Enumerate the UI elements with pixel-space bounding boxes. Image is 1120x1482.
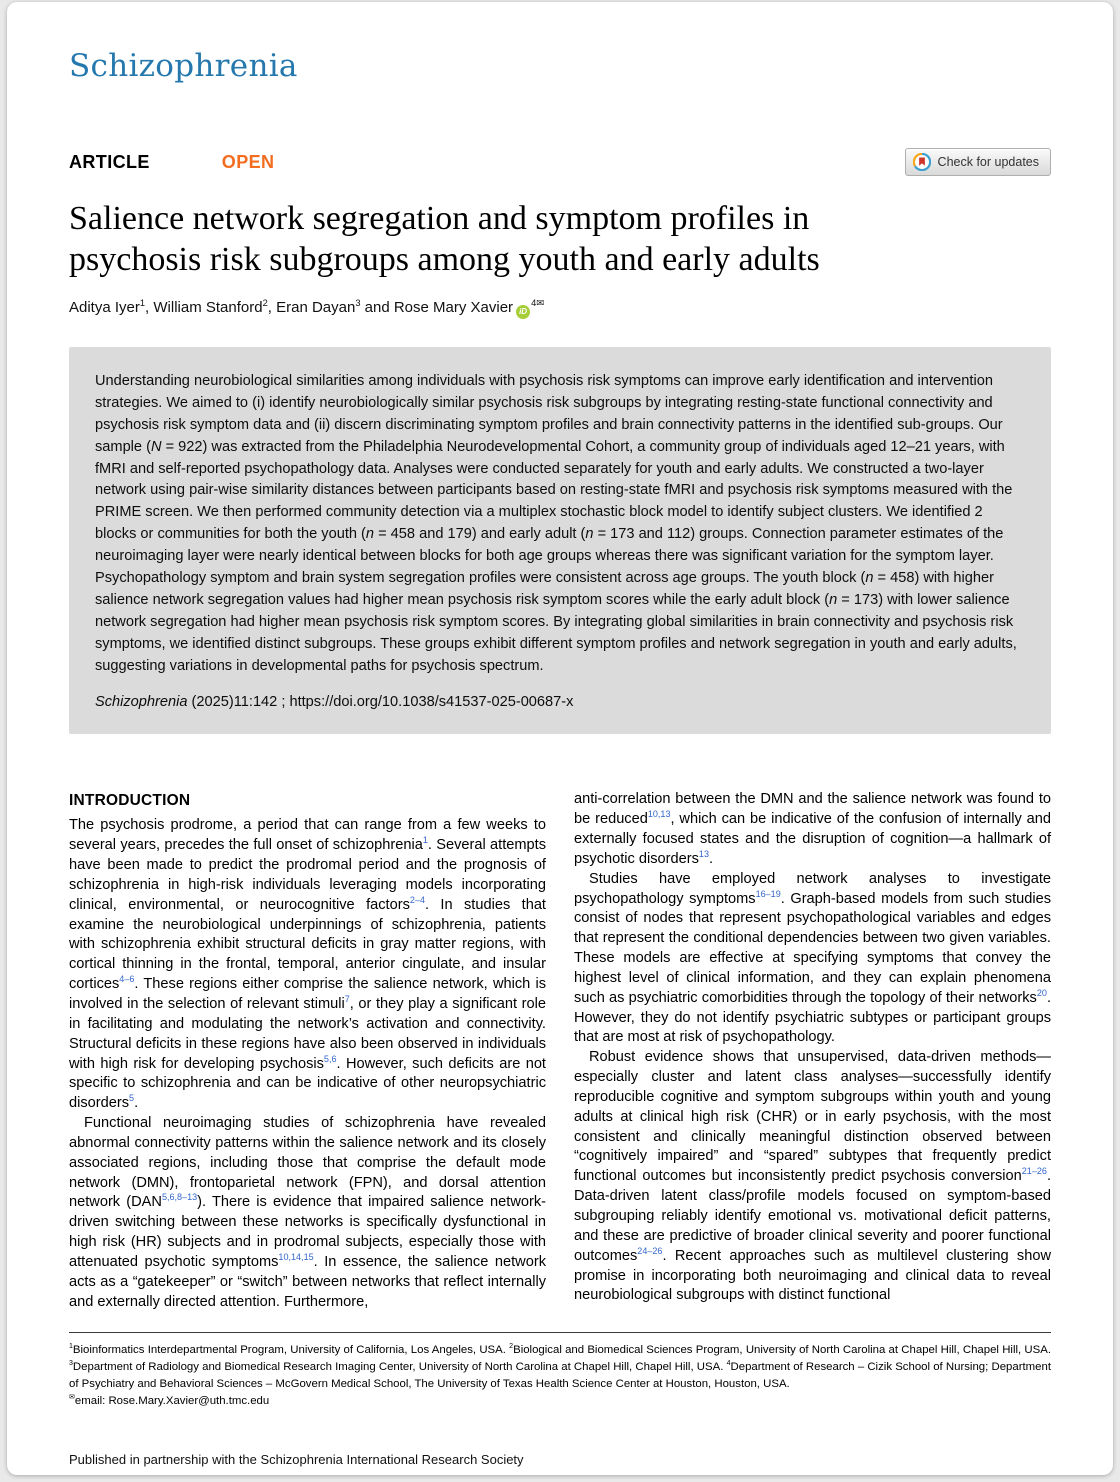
authors-line [69, 299, 1051, 319]
introduction-section [69, 790, 1051, 1312]
open-access-label: OPEN [221, 151, 275, 172]
footnotes [69, 1332, 1051, 1409]
partnership-footer: Published in partnership with the Schizophrenia International Research Society [69, 1451, 524, 1467]
intro-paragraph: anti-correlation between the DMN and the salience network was found to be reduced$^{10,13}$, which can be indicative of the confusion of internally and externally focused states and the disruption of cognition—a hallmark of psychotic disorders$^{13}$. [574, 791, 1051, 867]
author-names: Aditya Iyer$^1$, William Stanford$^2$, Eran Dayan$^3$ and Rose Mary Xavier [69, 297, 514, 316]
journal-logo: Schizophrenia [69, 48, 298, 84]
left-column [69, 790, 546, 1312]
intro-paragraph: Studies have employed network analyses to investigate psychopathology symptoms$^{16-19}$. Graph-based models from such studies consist of nodes that represent psychopathological variables and edges that represent the conditional dependencies between two given variables. These models are effective at specifying symptoms that convey the highest level of clinical information, and they can explain phenomena such as psychiatric comorbidities through the topology of their networks$^{20}$. However, they do not identify psychiatric subtypes or participant groups that are most at risk of psychopathology. [574, 870, 1052, 1046]
corresponding-email[interactable]: ✉email: Rose.Mary.Xavier@uth.tmc.edu [69, 1394, 270, 1408]
intro-paragraph: Functional neuroimaging studies of schizophrenia have revealed abnormal connectivity patterns within the salience network and its closely associated regions, including those that comprise the default mode network (DMN), frontoparietal network (FPN), and dorsal attention network (DAN$^{5,6,8-13}$). There is evidence that impaired salience network-driven switching between these networks is specifically dysfunctional in high risk (HR) subjects and in prodromal subjects, especially those with attenuated psychotic symptoms$^{10,14,15}$. In essence, the salience network acts as a “gatekeeper” or “switch” between networks that reflect internally and externally directed attention. Furthermore, [69, 1115, 546, 1310]
paper-title-line2: psychosis risk subgroups among youth and early adults [69, 241, 820, 279]
check-for-updates-label: Check for updates [937, 155, 1039, 169]
check-for-updates-button[interactable] [905, 148, 1051, 176]
affiliations-text: $^1$Bioinformatics Interdepartmental Program, University of California, Los Angeles, USA. $^2$Biological and Biomedical Sciences Program, University of North Carolina at Chapel Hill, Chapel Hill, USA. $^3$Department of Radiology and Biomedical Research Imaging Center, University of North Carolina at Chapel Hill, Chapel Hill, USA. $^4$Department of Research – Cizik School of Nursing; Department of Psychiatry and Behavioral Sciences – McGovern Medical School, The University of Texas Health Science Center at Houston, Houston, USA. [69, 1343, 1051, 1390]
introduction-heading: INTRODUCTION [69, 792, 191, 810]
paper-title [69, 198, 1051, 281]
crossmark-icon [913, 153, 931, 171]
orcid-icon[interactable]: iD [516, 305, 530, 319]
corresponding-author-marker: 4✉ [531, 297, 545, 308]
abstract-box [69, 347, 1051, 734]
article-page [7, 2, 1113, 1475]
paper-title-line1: Salience network segregation and symptom profiles in [69, 200, 810, 237]
article-type-row [69, 148, 1051, 176]
abstract-text: Understanding neurobiological similarities among individuals with psychosis risk symptoms can improve early identification and intervention strategies. We aimed to (i) identify neurobiologically similar psychosis risk subgroups by integrating resting-state functional connectivity and psychosis risk symptom data and (ii) discern discriminating symptom profiles and brain connectivity patterns in the identified sub-groups. Our sample (N = 922) was extracted from the Philadelphia Neurodevelopmental Cohort, a community group of individuals aged 12–21 years, with fMRI and self-reported psychopathology data. Analyses were conducted separately for youth and early adults. We constructed a two-layer network using pair-wise similarity distances between participants based on resting-state fMRI and psychosis risk symptoms measured with the PRIME screen. We then performed community detection via a multiplex stochastic block model to identify subject clusters. We identified 2 blocks or communities for both the youth (n = 458 and 179) and early adult (n = 173 and 112) groups. Connection parameter estimates of the neuroimaging layer were nearly identical between blocks for both age groups whereas there was significant variation for the symptom layer. Psychopathology symptom and brain system segregation profiles were consistent across age groups. The youth block (n = 458) with higher salience network segregation values had higher mean psychosis risk symptom scores while the early adult block (n = 173) with lower salience network segregation had higher mean psychosis risk symptom scores. By integrating global similarities in brain connectivity and psychosis risk symptoms, we identified distinct subgroups. These groups exhibit different symptom profiles and network segregation in youth and early adults, suggesting variations in developmental paths for psychosis spectrum. [95, 372, 1017, 674]
intro-paragraph: Robust evidence shows that unsupervised, data-driven methods—especially cluster and latent class analyses—successfully identify reproducible cognitive and symptom subgroups within youth and young adults at clinical high risk (CHR) or in early psychosis, with the most consistent and clinically meaningful distinction observed between “cognitively impaired” and “spared” subtypes that frequently predict functional outcomes but inconsistently predict psychosis conversion$^{21-26}$. Data-driven latent class/profile models focused on symptom-based subgrouping reliably identify emotional vs. motivational deficit patterns, and these are predictive of broader clinical severity and poorer functional outcomes$^{24-26}$. Recent approaches such as multilevel clustering show promise in incorporating both neuroimaging and clinical data to reveal neurobiological subgroups with distinct functional [574, 1049, 1051, 1304]
intro-paragraph: The psychosis prodrome, a period that can range from a few weeks to several years, precedes the full onset of schizophrenia$^1$. Several attempts have been made to predict the prodromal period and the prognosis of schizophrenia in high-risk individuals leveraging models incorporating clinical, environmental, or neurocognitive factors$^{2-4}$. In studies that examine the neurobiological underpinnings of schizophrenia, patients with schizophrenia exhibit structural deficits in gray matter regions, with cortical thinning in the frontal, temporal, anterior cingulate, and insular cortices$^{4-6}$. These regions either comprise the salience network, which is involved in the selection of relevant stimuli$^7$, or they play a significant role in facilitating and modulating the network’s activation and connectivity. Structural deficits in these regions have also been observed in individuals with high risk for developing psychosis$^{5,6}$. However, such deficits are not specific to schizophrenia and can be indicative of other neuropsychiatric disorders$^5$. [69, 817, 547, 1112]
right-column [574, 790, 1051, 1312]
article-type-label: ARTICLE [69, 151, 150, 172]
citation-doi[interactable]: Schizophrenia (2025)11:142 ; https://doi.org/10.1038/s41537-025-00687-x [95, 694, 574, 711]
